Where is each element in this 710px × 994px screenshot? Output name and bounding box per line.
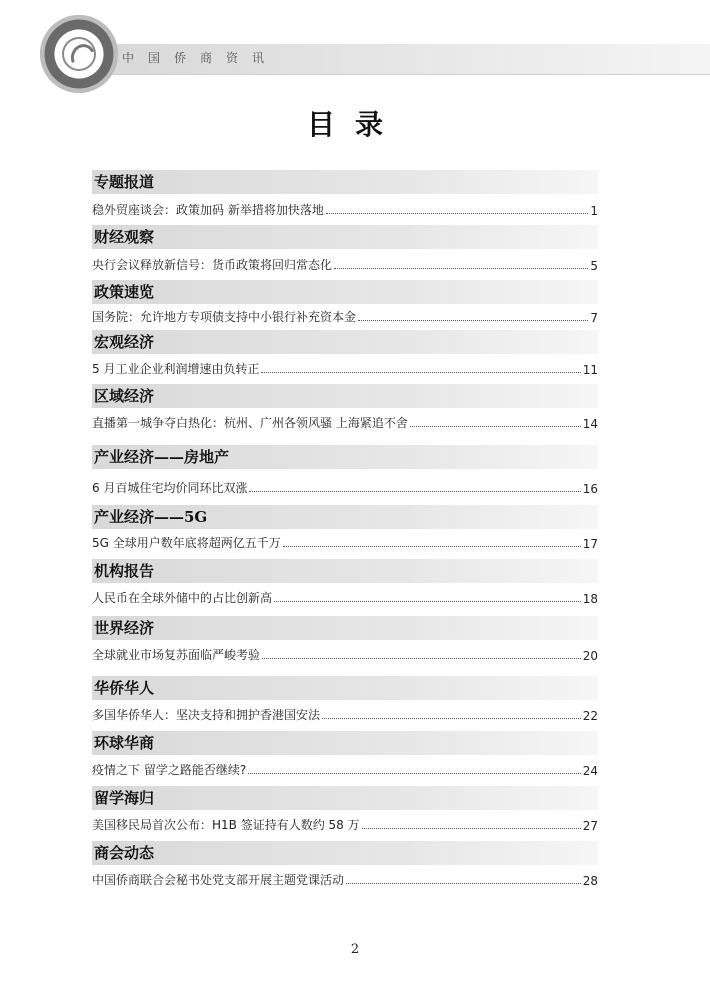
entry-title: 全球就业市场复苏面临严峻考验 bbox=[92, 648, 261, 662]
toc-entry[interactable] bbox=[92, 255, 598, 273]
entry-title: 5 月工业企业利润增速由负转正 bbox=[92, 362, 260, 376]
section-label: 产业经济——5G bbox=[94, 508, 208, 526]
dot-leader bbox=[326, 213, 589, 214]
section-header bbox=[92, 330, 598, 354]
toc-entry[interactable] bbox=[92, 815, 598, 833]
section-label: 华侨华人 bbox=[94, 679, 155, 697]
section-label: 留学海归 bbox=[94, 789, 155, 807]
section-label: 环球华商 bbox=[94, 734, 155, 752]
dot-leader bbox=[362, 828, 581, 829]
toc-entry[interactable] bbox=[92, 533, 598, 551]
entry-page-number: 14 bbox=[582, 417, 598, 431]
entry-title: 直播第一城争夺白热化：杭州、广州各领风骚 上海紧追不舍 bbox=[92, 416, 408, 430]
entry-page-number: 24 bbox=[582, 764, 598, 778]
entry-title: 国务院：允许地方专项债支持中小银行补充资本金 bbox=[92, 310, 357, 324]
dot-leader bbox=[261, 372, 580, 373]
toc-entry[interactable] bbox=[92, 200, 598, 218]
section-header bbox=[92, 676, 598, 700]
entry-page-number: 17 bbox=[582, 537, 598, 551]
toc-entry[interactable] bbox=[92, 645, 598, 663]
toc-entry[interactable] bbox=[92, 413, 598, 431]
header-title: 中国侨商资讯 bbox=[122, 51, 279, 65]
dot-leader bbox=[248, 773, 581, 774]
entry-title: 央行会议释放新信号：货币政策将回归常态化 bbox=[92, 258, 333, 272]
entry-title: 美国移民局首次公布：H1B 签证持有人数约 58 万 bbox=[92, 818, 360, 832]
entry-page-number: 5 bbox=[590, 259, 598, 273]
section-label: 宏观经济 bbox=[94, 333, 155, 351]
dot-leader bbox=[358, 320, 588, 321]
swirl-icon bbox=[67, 41, 98, 74]
dot-leader bbox=[410, 426, 581, 427]
entry-title: 6 月百城住宅均价同环比双涨 bbox=[92, 481, 248, 495]
section-header bbox=[92, 786, 598, 810]
entry-title: 疫情之下 留学之路能否继续? bbox=[92, 763, 247, 777]
section-label: 财经观察 bbox=[94, 228, 155, 246]
dot-leader bbox=[274, 601, 581, 602]
footer-page-number: 2 bbox=[350, 942, 360, 957]
section-label: 专题报道 bbox=[94, 173, 155, 191]
section-label: 区域经济 bbox=[94, 387, 155, 405]
entry-title: 5G 全球用户数年底将超两亿五千万 bbox=[92, 536, 281, 550]
entry-page-number: 16 bbox=[582, 482, 598, 496]
entry-page-number: 7 bbox=[590, 311, 598, 325]
header-divider bbox=[92, 74, 710, 75]
section-header bbox=[92, 384, 598, 408]
section-header bbox=[92, 170, 598, 194]
entry-page-number: 27 bbox=[582, 819, 598, 833]
dot-leader bbox=[249, 491, 580, 492]
entry-page-number: 1 bbox=[590, 204, 598, 218]
toc-entry[interactable] bbox=[92, 705, 598, 723]
toc-entry[interactable] bbox=[92, 478, 598, 496]
dot-leader bbox=[346, 883, 581, 884]
section-header bbox=[92, 280, 598, 304]
entry-title: 人民币在全球外储中的占比创新高 bbox=[92, 591, 273, 605]
section-label: 机构报告 bbox=[94, 562, 155, 580]
section-label: 商会动态 bbox=[94, 844, 155, 862]
section-header bbox=[92, 731, 598, 755]
entry-page-number: 20 bbox=[582, 649, 598, 663]
dot-leader bbox=[283, 546, 581, 547]
entry-title: 稳外贸座谈会：政策加码 新举措将加快落地 bbox=[92, 203, 324, 217]
section-header bbox=[92, 559, 598, 583]
toc-entry[interactable] bbox=[92, 307, 598, 325]
page-title: 目录 bbox=[306, 108, 403, 141]
section-label: 产业经济——房地产 bbox=[94, 448, 230, 466]
dot-leader bbox=[334, 268, 588, 269]
logo bbox=[40, 15, 118, 93]
section-label: 政策速览 bbox=[94, 283, 155, 301]
section-header bbox=[92, 505, 598, 529]
logo-emblem-icon bbox=[62, 37, 96, 71]
section-header bbox=[92, 616, 598, 640]
toc-entry[interactable] bbox=[92, 760, 598, 778]
dot-leader bbox=[322, 718, 581, 719]
toc-entry[interactable] bbox=[92, 870, 598, 888]
entry-title: 中国侨商联合会秘书处党支部开展主题党课活动 bbox=[92, 873, 345, 887]
entry-page-number: 28 bbox=[582, 874, 598, 888]
section-label: 世界经济 bbox=[94, 619, 155, 637]
entry-title: 多国华侨华人：坚决支持和拥护香港国安法 bbox=[92, 708, 321, 722]
entry-page-number: 22 bbox=[582, 709, 598, 723]
section-header bbox=[92, 225, 598, 249]
section-header bbox=[92, 445, 598, 469]
section-header bbox=[92, 841, 598, 865]
toc-entry[interactable] bbox=[92, 588, 598, 606]
toc-entry[interactable] bbox=[92, 359, 598, 377]
dot-leader bbox=[262, 658, 581, 659]
entry-page-number: 11 bbox=[582, 363, 598, 377]
entry-page-number: 18 bbox=[582, 592, 598, 606]
